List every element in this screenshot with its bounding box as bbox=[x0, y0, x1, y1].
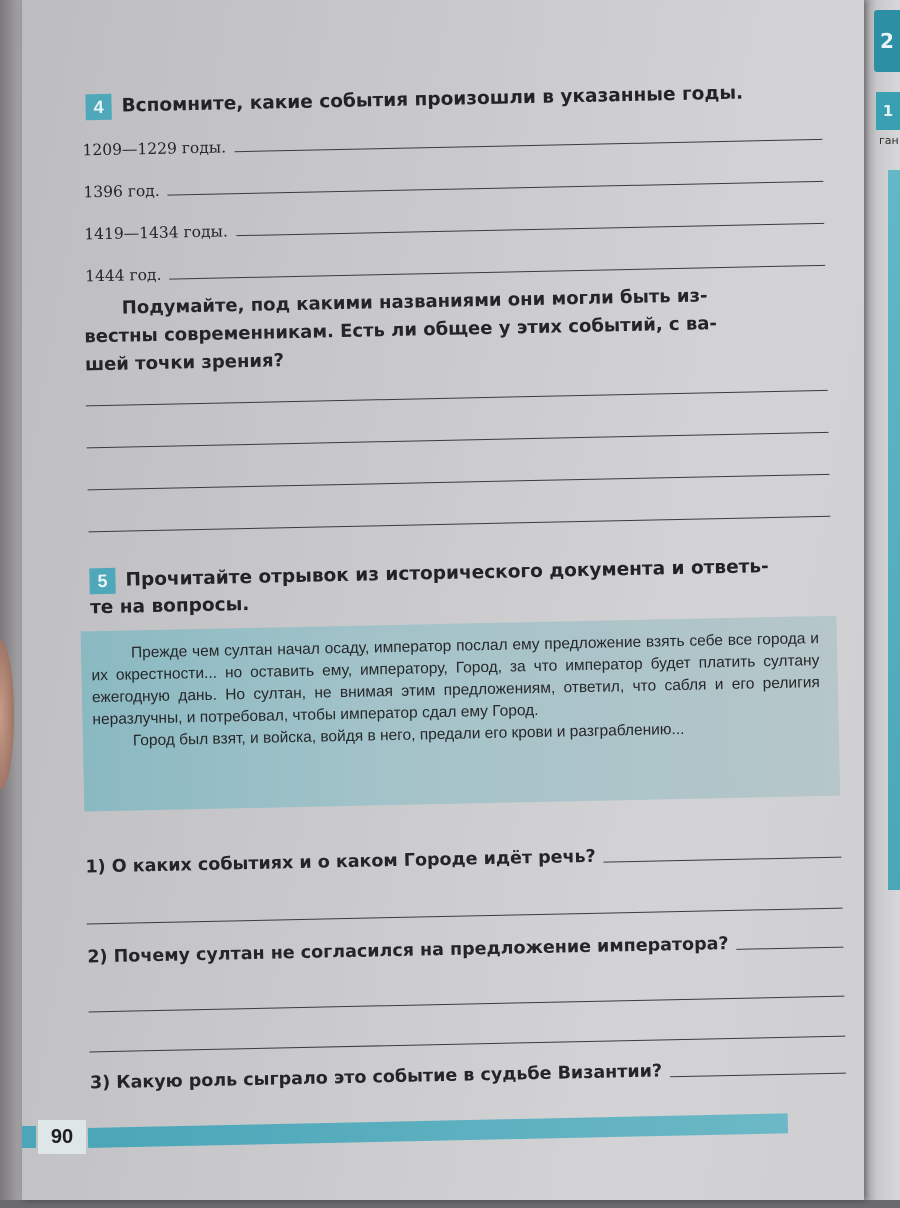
document-paragraph: Прежде чем султан начал осаду, император послал ему предложение взять себе все города и их окрестности... но оставить ему, императору, Город, за что император будет платить султану ежегодную дань. Но султан, не внимая этим предложениям, ответил, что сабля и его религия неразлучны, и потребовал, чтобы император сдал ему Город. bbox=[91, 630, 820, 729]
historical-document-box bbox=[81, 616, 841, 812]
year-label: 1444 год. bbox=[84, 265, 162, 286]
question-line: Подумайте, под какими названиями они могли быть из- bbox=[121, 285, 708, 319]
question-1 bbox=[85, 842, 841, 878]
exercise-5-heading bbox=[89, 552, 835, 622]
question-text: 3) Какую роль сыграло это событие в судьбе Византии? bbox=[89, 1061, 663, 1094]
answer-blank[interactable] bbox=[168, 181, 824, 196]
adjacent-page-exercise-marker: 1 bbox=[876, 92, 900, 130]
year-row bbox=[85, 238, 826, 285]
exercise-4-heading bbox=[85, 80, 743, 121]
adjacent-page-color-bar bbox=[888, 170, 900, 890]
exercise-4-title: Вспомните, какие события произошли в указанные годы. bbox=[121, 82, 744, 117]
answer-line[interactable] bbox=[87, 432, 829, 449]
answer-line[interactable] bbox=[89, 1036, 845, 1053]
question-line: шей точки зрения? bbox=[84, 350, 285, 376]
adjacent-page-tab: 2 bbox=[874, 10, 900, 72]
year-label: 1396 год. bbox=[83, 181, 160, 202]
page-number: 90 bbox=[38, 1120, 86, 1154]
document-paragraph: Город был взят, и войска, войдя в него, предали его крови и разграблению... bbox=[132, 720, 685, 750]
year-row bbox=[83, 154, 824, 201]
finger-edge bbox=[0, 640, 14, 790]
answer-blank[interactable] bbox=[670, 1073, 846, 1078]
exercise-5-title-line: Прочитайте отрывок из исторического документа и ответь- bbox=[125, 556, 769, 591]
answer-line[interactable] bbox=[87, 908, 843, 925]
question-3 bbox=[90, 1058, 846, 1094]
year-label: 1209—1229 годы. bbox=[82, 138, 227, 160]
historical-document-text bbox=[91, 628, 821, 753]
question-text: 2) Почему султан не согласился на предложение императора? bbox=[87, 934, 729, 968]
answer-blank[interactable] bbox=[236, 223, 824, 236]
answer-blank[interactable] bbox=[234, 139, 822, 152]
workbook-page bbox=[22, 0, 864, 1200]
answer-line[interactable] bbox=[88, 516, 830, 533]
exercise-5-title-line: те на вопросы. bbox=[89, 593, 250, 619]
question-line: вестны современникам. Есть ли общее у этих событий, с ва- bbox=[84, 313, 718, 348]
question-text: 1) О каких событиях и о каком Городе идёт речь? bbox=[85, 846, 596, 878]
answer-line[interactable] bbox=[86, 390, 828, 407]
answer-blank[interactable] bbox=[170, 265, 826, 280]
desk-background bbox=[0, 0, 22, 1200]
question-2 bbox=[87, 932, 843, 968]
exercise-5-number: 5 bbox=[89, 568, 116, 595]
year-row bbox=[84, 196, 825, 243]
answer-line[interactable] bbox=[89, 996, 845, 1013]
page-content bbox=[28, 0, 853, 1208]
footer-bar-left bbox=[22, 1126, 36, 1148]
page-footer bbox=[22, 1120, 864, 1158]
year-label: 1419—1434 годы. bbox=[84, 222, 229, 244]
answer-line[interactable] bbox=[88, 474, 830, 491]
adjacent-page bbox=[862, 0, 900, 1200]
answer-blank[interactable] bbox=[604, 857, 842, 863]
year-row bbox=[82, 112, 823, 159]
adjacent-page-text-fragment: ган bbox=[879, 134, 899, 147]
exercise-4-number: 4 bbox=[85, 94, 112, 121]
exercise-4-question bbox=[84, 280, 828, 380]
answer-blank[interactable] bbox=[737, 947, 844, 950]
